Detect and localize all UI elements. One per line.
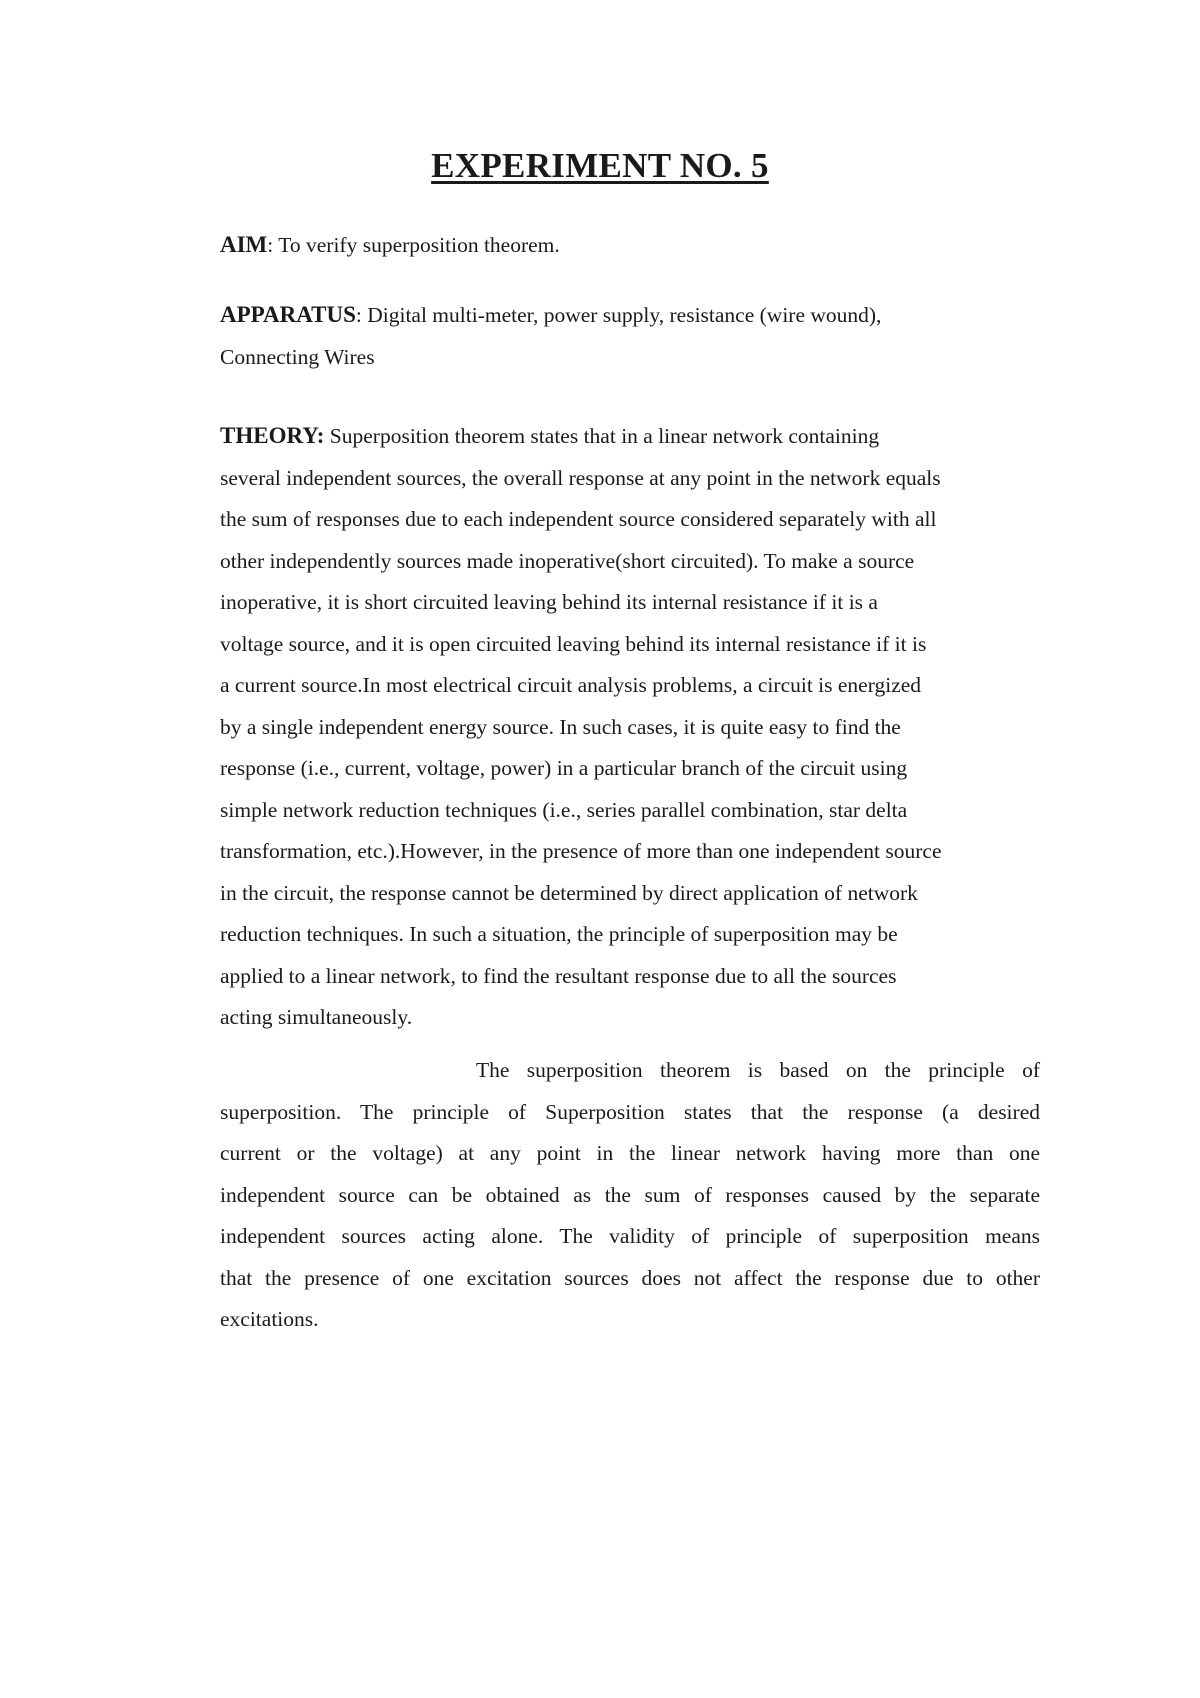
theory-label: THEORY: <box>220 423 325 448</box>
aim-label: AIM <box>220 232 268 257</box>
theory-line: several independent sources, the overall response at any point in the network equals <box>220 465 941 490</box>
apparatus-line: Connecting Wires <box>220 344 375 369</box>
apparatus-text: : Digital multi-meter, power supply, resistance (wire wound), <box>355 303 882 327</box>
theory-line: in the circuit, the response cannot be determined by direct application of network <box>220 880 918 905</box>
apparatus-line <box>220 294 1040 337</box>
paragraph-line: excitations. <box>220 1307 319 1331</box>
theory-text: Superposition theorem states that in a linear network containing <box>324 424 880 448</box>
paragraph-line: independent sources acting alone. The validity of principle of superposition means <box>220 1224 1040 1248</box>
theory-line: response (i.e., current, voltage, power) in a particular branch of the circuit using <box>220 756 908 780</box>
apparatus-section <box>220 294 1040 378</box>
paragraph-first-line-text: The superposition theorem is based on the principle of <box>476 1058 1040 1082</box>
theory-line: reduction techniques. In such a situation, the principle of superposition may be <box>220 922 898 946</box>
aim-text: : To verify superposition theorem. <box>267 233 560 257</box>
aim-section <box>220 224 1040 267</box>
theory-section <box>220 415 1040 1039</box>
theory-line: the sum of responses due to each independent source considered separately with all <box>220 507 937 531</box>
theory-line: a current source.In most electrical circuit analysis problems, a circuit is energized <box>220 673 922 697</box>
theory-line: transformation, etc.).However, in the presence of more than one independent source <box>220 839 942 863</box>
theory-line <box>220 415 1040 458</box>
theory-line: by a single independent energy source. In such cases, it is quite easy to find the <box>220 714 901 739</box>
apparatus-label: APPARATUS <box>220 302 356 327</box>
superposition-paragraph <box>220 1050 1040 1341</box>
theory-line: simple network reduction techniques (i.e., series parallel combination, star delta <box>220 797 908 822</box>
paragraph-line <box>220 1050 1040 1092</box>
page-title: EXPERIMENT NO. 5 <box>431 146 769 185</box>
paragraph-line: current or the voltage) at any point in the linear network having more than one <box>220 1141 1040 1165</box>
theory-line: applied to a linear network, to find the resultant response due to all the sources <box>220 963 897 988</box>
paragraph-line: that the presence of one excitation sources does not affect the response due to other <box>220 1265 1040 1290</box>
paragraph-line: superposition. The principle of Superposition states that the response (a desired <box>220 1099 1040 1124</box>
theory-line: other independently sources made inoperative(short circuited). To make a source <box>220 548 915 573</box>
theory-line: voltage source, and it is open circuited leaving behind its internal resistance if it is <box>220 631 927 656</box>
theory-line: acting simultaneously. <box>220 1005 413 1029</box>
theory-line: inoperative, it is short circuited leaving behind its internal resistance if it is a <box>220 590 878 614</box>
paragraph-line: independent source can be obtained as the sum of responses caused by the separate <box>220 1182 1040 1207</box>
